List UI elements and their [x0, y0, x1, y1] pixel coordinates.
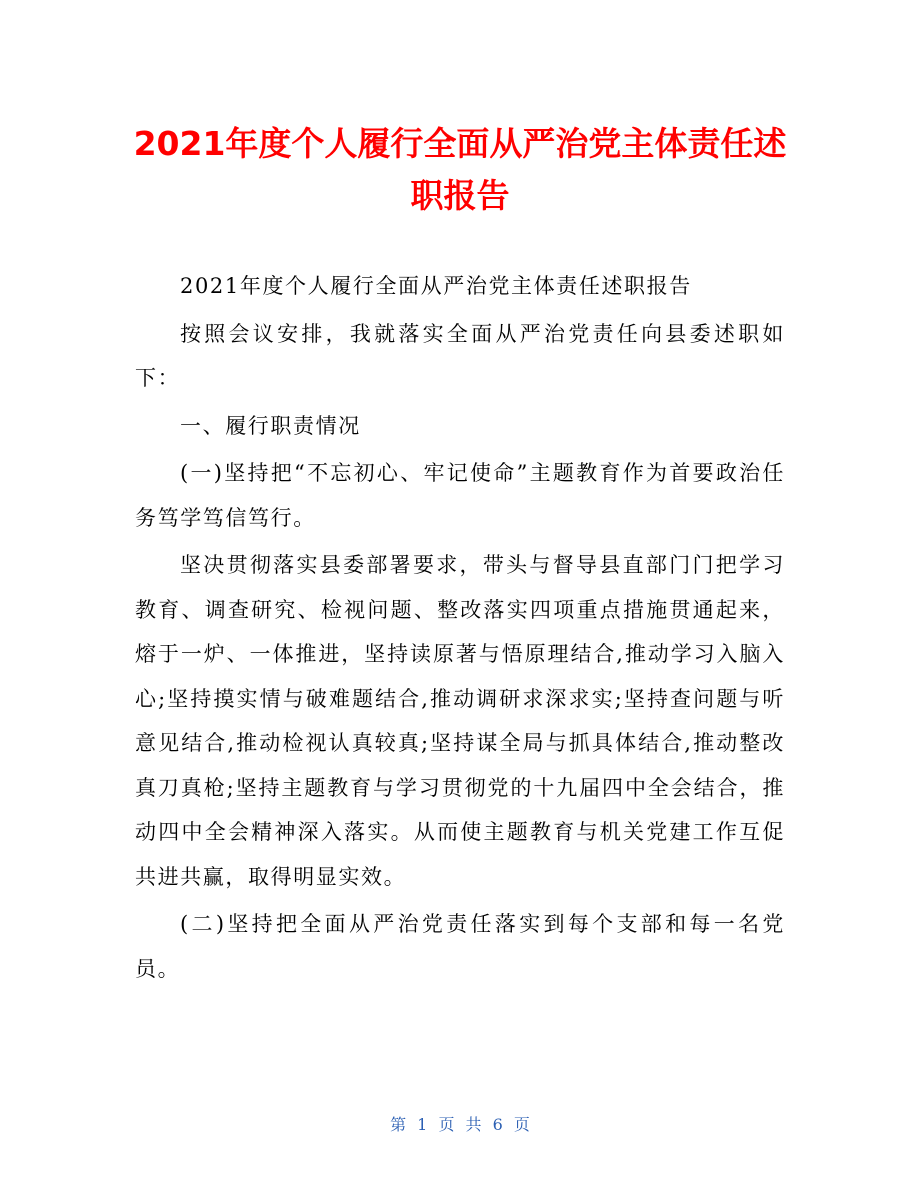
- paragraph-body-1: 坚决贯彻落实县委部署要求，带头与督导县直部门门把学习教育、调查研究、检视问题、整改落实四项重点措施贯通起来，熔于一炉、一体推进，坚持读原著与悟原理结合,推动学习入脑入心;坚持摸实情与破难题结合,推动调研求深求实;坚持查问题与听意见结合,推动检视认真较真;坚持谋全局与抓具体结合,推动整改真刀真枪;坚持主题教育与学习贯彻党的十九届四中全会结合，推动四中全会精神深入落实。从而使主题教育与机关党建工作互促共进共赢，取得明显实效。: [135, 553, 785, 889]
- paragraph-intro: 按照会议安排，我就落实全面从严治党责任向县委述职如下：: [135, 321, 785, 390]
- section-heading-1: 一、履行职责情况: [180, 413, 361, 438]
- subsection-heading-2: (二)坚持把全面从严治党责任落实到每个支部和每一名党员。: [135, 912, 785, 981]
- paragraph-subtitle: 2021年度个人履行全面从严治党主体责任述职报告: [180, 274, 692, 298]
- page-number-footer: 第 1 页 共 6 页: [390, 1115, 530, 1134]
- subsection-heading-1: (一)坚持把“不忘初心、牢记使命”主题教育作为首要政治任务笃学笃信笃行。: [135, 461, 785, 530]
- document-body: [135, 264, 785, 994]
- document-title: 2021年度个人履行全面从严治党主体责任述职报告: [133, 124, 787, 215]
